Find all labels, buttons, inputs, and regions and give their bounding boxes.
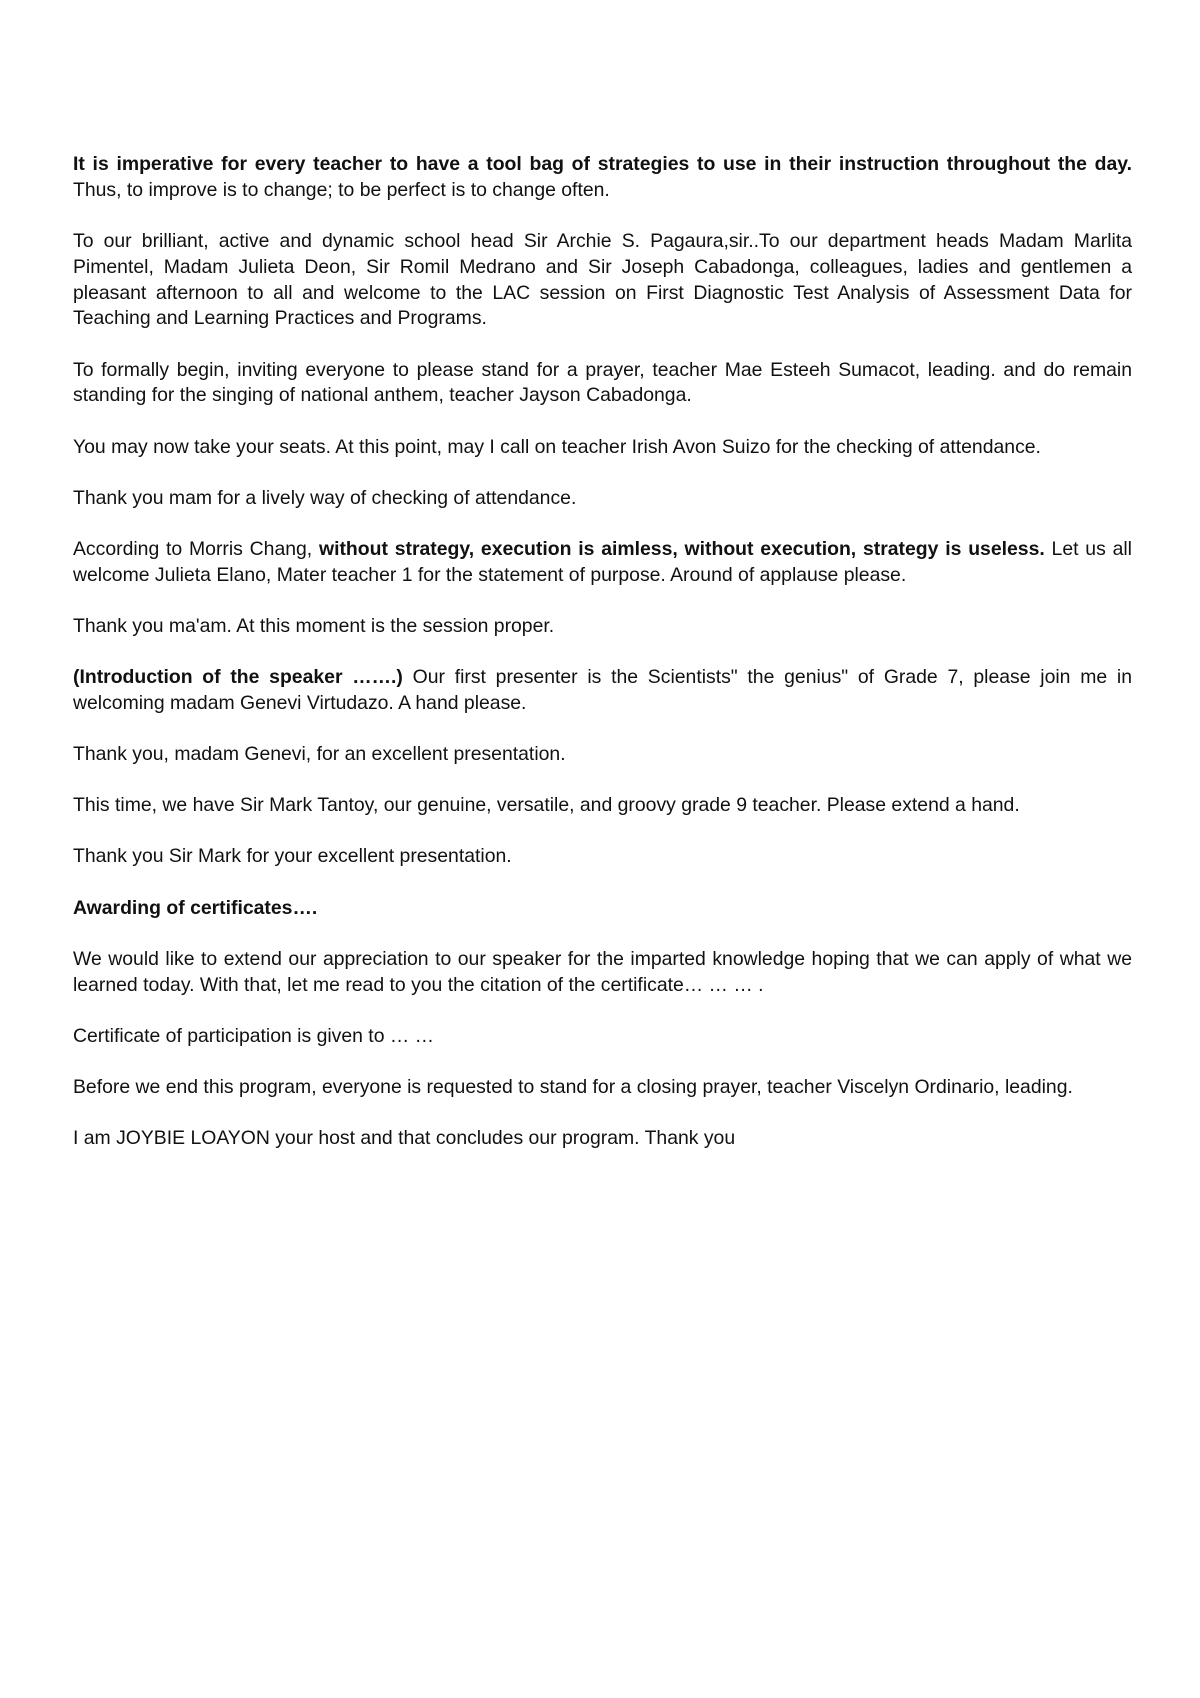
paragraph-greeting: [73, 229, 1132, 332]
paragraph-closing-prayer: [73, 1075, 1132, 1101]
paragraph-thanks-genevi: [73, 742, 1132, 768]
text-run: Thank you, madam Genevi, for an excellent presentation.: [73, 743, 566, 766]
text-run: We would like to extend our appreciation to our speaker for the imparted knowledge hoping that we can apply of what we learned today. With that, let me read to you the citation of the certificate… … … .: [73, 947, 1132, 996]
paragraph-second-presenter: [73, 793, 1132, 819]
text-run: To formally begin, inviting everyone to please stand for a prayer, teacher Mae Esteeh Sumacot, leading. and do remain standing for the singing of national anthem, teacher Jayson Cabadonga.: [73, 358, 1132, 407]
text-run: To our brilliant, active and dynamic school head Sir Archie S. Pagaura,sir..To our department heads Madam Marlita Pimentel, Madam Julieta Deon, Sir Romil Medrano and Sir Joseph Cabadonga, colleagues, ladies and gentlemen a pleasant afternoon to all and welcome to the LAC session on First Diagnostic Test Analysis of Assessment Data for Teaching and Learning Practices and Programs.: [73, 229, 1132, 330]
text-run-bold: It is imperative for every teacher to have a tool bag of strategies to use in their instruction throughout the day.: [73, 153, 1132, 175]
paragraph-session-proper: [73, 614, 1132, 640]
paragraph-speaker-intro: [73, 665, 1132, 717]
text-run: Certificate of participation is given to … …: [73, 1024, 435, 1047]
text-run: Thank you mam for a lively way of checking of attendance.: [73, 486, 577, 509]
paragraph-prayer-anthem: [73, 358, 1132, 410]
text-run: Before we end this program, everyone is requested to stand for a closing prayer, teacher Viscelyn Ordinario, leading.: [73, 1076, 1073, 1098]
paragraph-intro-quote: [73, 152, 1132, 204]
text-run: According to Morris Chang,: [73, 537, 319, 560]
paragraph-host-closing: [73, 1126, 1132, 1152]
paragraph-attendance-call: [73, 435, 1132, 461]
text-run: Our first presenter is the Scientists" the genius" of Grade 7, please join me in welcoming madam Genevi Virtudazo. A hand please.: [73, 666, 1132, 714]
text-run: Thank you Sir Mark for your excellent presentation.: [73, 845, 512, 868]
paragraph-statement-of-purpose: [73, 537, 1132, 589]
paragraph-certificate: [73, 1024, 1132, 1050]
paragraph-attendance-thanks: [73, 486, 1132, 512]
text-run: Thank you ma'am. At this moment is the session proper.: [73, 614, 555, 637]
text-run-bold: Awarding of certificates….: [73, 896, 318, 919]
paragraph-awarding: [73, 896, 1132, 922]
document-page: [73, 152, 1132, 1177]
text-run: I am JOYBIE LOAYON your host and that concludes our program. Thank you: [73, 1127, 736, 1150]
text-run: Let us all welcome Julieta Elano, Mater teacher 1 for the statement of purpose. Around of applause please.: [73, 537, 1132, 586]
text-run: Thus, to improve is to change; to be perfect is to change often.: [73, 178, 610, 201]
text-run: This time, we have Sir Mark Tantoy, our genuine, versatile, and groovy grade 9 teacher. Please extend a hand.: [73, 794, 1020, 817]
text-run-bold: (Introduction of the speaker …….): [73, 666, 403, 689]
paragraph-thanks-mark: [73, 844, 1132, 870]
text-run-bold: without strategy, execution is aimless, without execution, strategy is useless.: [319, 537, 1045, 560]
paragraph-appreciation: [73, 947, 1132, 999]
text-run: You may now take your seats. At this point, may I call on teacher Irish Avon Suizo for the checking of attendance.: [73, 435, 1041, 458]
